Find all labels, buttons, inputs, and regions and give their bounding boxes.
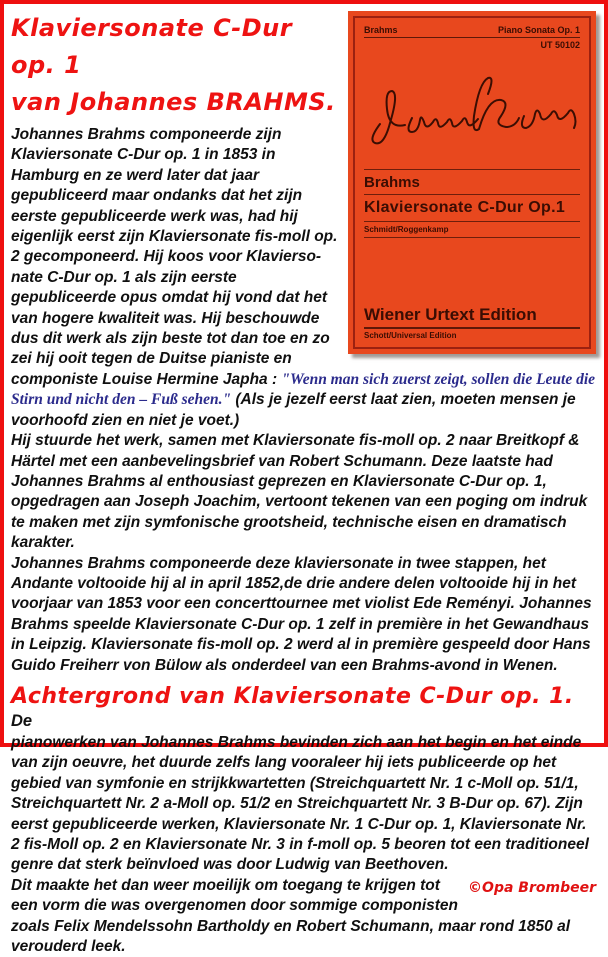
cover-editors: Schmidt/Roggenkamp <box>364 225 449 234</box>
paragraph-background: pianowerken van Johannes Brahms bevinden zich aan het begin en het einde van zijn oeuvre, het duurde zelfs lang vooraleer hij iets publiceerde op het gebied van symfonie en strijkkwartetten (Streichquartett Nr. 1 c-Moll op. 51/1, Streichquartett Nr. 2 a-Moll op. 51/2 en Streichquartett Nr. 3 B-Dur op. 67). Zijn eerst gepubliceerde werken, Klaviersonate Nr. 1 C-Dur op. 1, Klaviersonate Nr. 2 fis-Moll op. 2 en Klaviersonate Nr. 3 in f-moll op. 5 beoren tot een traditioneel genre dat sterk beïnvloed was door Ludwig van Beethoven. <box>11 733 589 874</box>
cover-work-title: Klaviersonate C-Dur Op.1 <box>364 199 566 216</box>
intro-text: Johannes Brahms componeerde zijn Klaviersonate C-Dur op. 1 in 1853 in Hamburg en ze werd later dat jaar gepubliceerd maar ondanks dat het zijn eerste gepubliceerde werk was, had hij eigenlijk eerst zijn Klaviersonate fis-moll op. 2 gecomponeerd. Hij koos voor Klaviersonate C-Dur op. 1 als zijn eerste gepubliceerde opus omdat hij vond dat het van hogere kwaliteit was. Hij beschouwde dus dit werk als zijn beste tot dan toe en zo zei hij ooit tegen de Duitse pianiste en componiste Louise Hermine Japha : <box>11 126 338 388</box>
closing-text: Dit maakte het dan weer moeilijk om toegang te krijgen tot een vorm die was overgenomen door sommige componisten zoals Felix Mendelssohn Bartholdy en Robert Schumann, maar rond 1850 al verouderd leek. <box>11 876 570 956</box>
section-subheading: Achtergrond van Klaviersonate C-Dur op. 1. <box>11 683 574 709</box>
subheading-row <box>11 682 596 731</box>
cover-header-row <box>364 25 580 38</box>
cover-content <box>364 25 580 340</box>
author-credit: ©Opa Brombeer <box>468 879 596 896</box>
brahms-signature-icon <box>364 72 580 163</box>
paragraph-closing <box>11 876 596 957</box>
book-cover <box>348 11 596 354</box>
cover-header-composer: Brahms <box>364 25 398 35</box>
quote-translation: (Als je jezelf eerst laat zien, moeten mensen je voorhoofd zien en niet je voet.) <box>11 391 576 429</box>
paragraph-publication: Hij stuurde het werk, samen met Klaviersonate fis-moll op. 2 naar Breitkopf & Härtel met een aanbevelingsbrief van Robert Schumann. Deze laatste had Johannes Brahms al enthousiast geprezen en Klaviersonate C-Dur op. 1, opgedragen aan Joseph Joachim, vertoont tekenen van een poging om indruk te maken met zijn symfonische grootsheid, technische eisen en dramatisch karakter. <box>11 432 588 552</box>
subheading-lead-word: De <box>11 711 33 730</box>
cover-publisher: Wiener Urtext Edition <box>364 305 580 329</box>
page-title-line2: van Johannes BRAHMS. <box>11 88 336 116</box>
cover-publisher-sub: Schott/Universal Edition <box>364 331 457 340</box>
german-quote: "Wenn man sich zuerst zeigt, sollen die Leute die Stirn und nicht den – Fuß sehen." <box>11 370 596 409</box>
cover-composer: Brahms <box>364 174 420 191</box>
cover-catalog-number: UT 50102 <box>540 40 580 50</box>
paragraph-composition: Johannes Brahms componeerde deze klaviersonate in twee stappen, het Andante voltooide hij al in april 1852,de drie andere delen voltooide hij in het voorjaar van 1853 voor een concerttournee met violist Ede Reményi. Johannes Brahms speelde Klaviersonate C-Dur op. 1 zelf in première in het Gewandhaus in Leipzig. Klaviersonate fis-moll op. 2 werd al in première gespeeld door Hans Guido Freiherr von Bülow als onderdeel van een Brahms-avond in Wenen. <box>11 554 592 674</box>
page-title-line1: Klaviersonate C-Dur op. 1 <box>11 14 293 79</box>
cover-header-worktitle: Piano Sonata Op. 1 <box>497 25 580 35</box>
